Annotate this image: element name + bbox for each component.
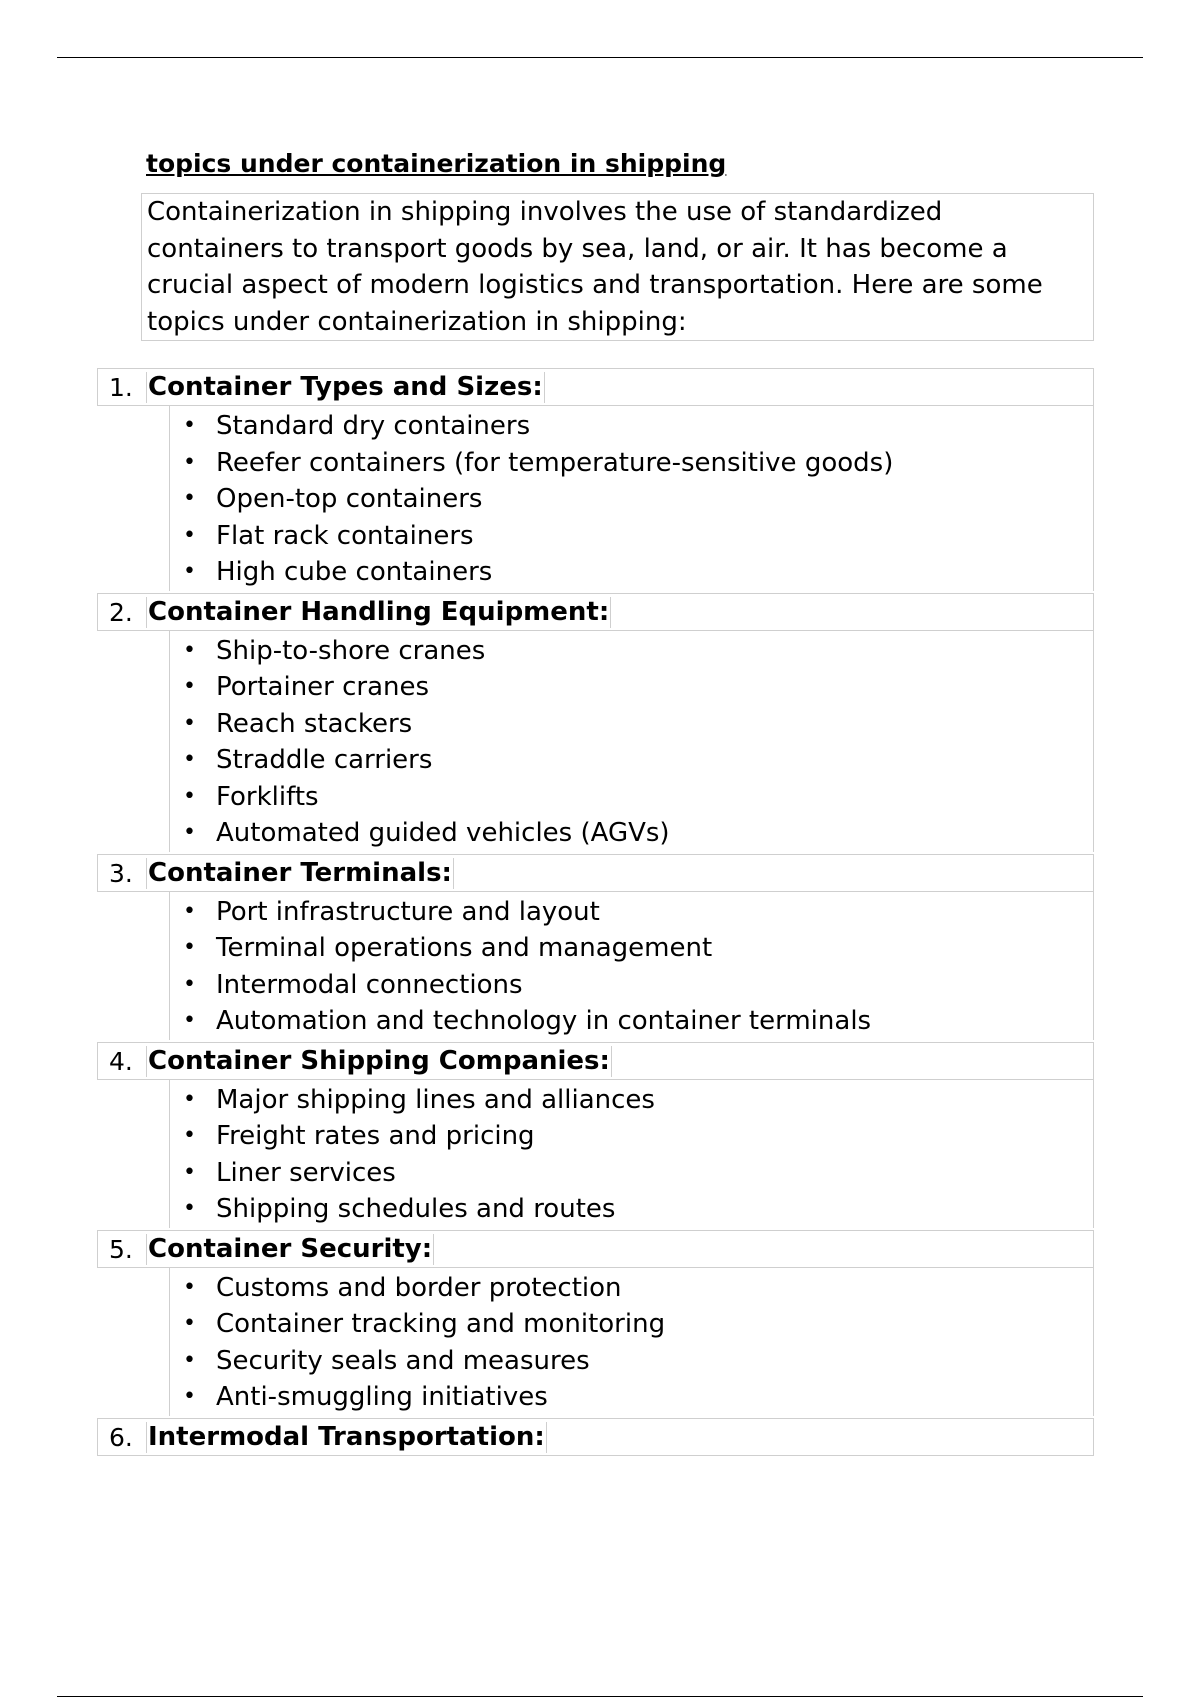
list-item-text: Shipping schedules and routes: [216, 1194, 616, 1224]
list-item: [170, 1003, 1093, 1040]
list-item-text: Ship-to-shore cranes: [216, 635, 486, 666]
list-item: [170, 967, 1093, 1004]
list-item-text: Portainer cranes: [216, 672, 430, 702]
list-item: [170, 481, 1093, 518]
section-number: 5.: [109, 1234, 133, 1264]
list-item-text: Major shipping lines and alliances: [216, 1084, 655, 1115]
section-heading: Container Handling Equipment:: [148, 596, 610, 627]
bullet-icon: •: [183, 1086, 196, 1112]
list-item-text: Reefer containers (for temperature-sensitive goods): [216, 447, 894, 478]
section-item-list: [169, 1268, 1094, 1416]
section-heading: Container Types and Sizes:: [148, 372, 543, 402]
bullet-icon: •: [183, 820, 196, 845]
section-number: 6.: [109, 1422, 133, 1452]
section-item-list: [169, 892, 1094, 1040]
bullet-icon: •: [183, 971, 196, 997]
section-heading: Container Shipping Companies:: [148, 1045, 610, 1076]
list-item: [170, 554, 1093, 591]
list-item-text: Open-top containers: [216, 484, 483, 514]
section-heading-row: [97, 593, 1094, 631]
list-item: [170, 1082, 1093, 1119]
list-item-text: Anti-smuggling initiatives: [216, 1382, 548, 1412]
list-item-text: Security seals and measures: [216, 1345, 590, 1376]
list-item-text: Terminal operations and management: [216, 933, 713, 963]
section-item-list: [169, 1080, 1094, 1228]
list-item: [170, 930, 1093, 967]
section-heading: Container Terminals:: [148, 857, 452, 888]
list-item-text: Liner services: [216, 1157, 396, 1188]
bullet-icon: •: [183, 449, 196, 475]
list-item-text: Standard dry containers: [216, 411, 531, 441]
section-number: 2.: [109, 597, 133, 627]
bullet-icon: •: [183, 637, 196, 663]
bullet-icon: •: [183, 1274, 196, 1300]
list-item-text: Flat rack containers: [216, 520, 474, 551]
bullet-icon: •: [183, 1384, 196, 1409]
list-item: [170, 779, 1093, 816]
list-item: [170, 518, 1093, 555]
list-item: [170, 894, 1093, 931]
section-item-list: [169, 631, 1094, 852]
section-heading-row: [97, 1230, 1094, 1268]
list-item-text: Container tracking and monitoring: [216, 1309, 666, 1339]
topic-list: [97, 368, 1094, 1456]
section-heading-row: [97, 1418, 1094, 1456]
bullet-icon: •: [183, 1123, 196, 1148]
bullet-icon: •: [183, 674, 196, 699]
list-item: [170, 1379, 1093, 1416]
bullet-icon: •: [183, 935, 196, 960]
bullet-icon: •: [183, 898, 196, 924]
bullet-icon: •: [183, 413, 196, 438]
bullet-icon: •: [183, 747, 196, 772]
bullet-icon: •: [183, 486, 196, 511]
list-item: [170, 1270, 1093, 1307]
section-heading-row: [97, 1042, 1094, 1080]
list-item: [170, 408, 1093, 445]
list-item-text: Freight rates and pricing: [216, 1121, 535, 1151]
section-heading: Intermodal Transportation:: [148, 1421, 545, 1452]
section-heading: Container Security:: [148, 1233, 433, 1264]
list-item: [170, 1191, 1093, 1228]
list-item-text: Customs and border protection: [216, 1272, 622, 1303]
page-bottom-rule: [57, 1696, 1143, 1697]
list-item-text: Straddle carriers: [216, 745, 433, 775]
list-item: [170, 445, 1093, 482]
list-item-text: High cube containers: [216, 557, 493, 587]
bullet-icon: •: [183, 559, 196, 584]
list-item: [170, 815, 1093, 852]
list-item-text: Reach stackers: [216, 708, 413, 739]
page-top-rule: [57, 57, 1143, 58]
intro-paragraph: Containerization in shipping involves the use of standardized containers to transport goods by sea, land, or air. It has become a crucial aspect of modern logistics and transportation. Here are some topics under containerization in shipping:: [141, 193, 1094, 341]
list-item-text: Automated guided vehicles (AGVs): [216, 818, 670, 848]
list-item-text: Automation and technology in container terminals: [216, 1006, 872, 1036]
bullet-icon: •: [183, 1196, 196, 1221]
bullet-icon: •: [183, 522, 196, 548]
list-item: [170, 742, 1093, 779]
list-item: [170, 1155, 1093, 1192]
section-number: 4.: [109, 1046, 133, 1076]
list-item: [170, 706, 1093, 743]
bullet-icon: •: [183, 1311, 196, 1336]
section-heading-row: [97, 368, 1094, 406]
bullet-icon: •: [183, 710, 196, 736]
list-item: [170, 1343, 1093, 1380]
bullet-icon: •: [183, 783, 196, 809]
bullet-icon: •: [183, 1008, 196, 1033]
list-item-text: Forklifts: [216, 781, 319, 812]
bullet-icon: •: [183, 1159, 196, 1185]
section-item-list: [169, 406, 1094, 591]
list-item: [170, 633, 1093, 670]
section-heading-row: [97, 854, 1094, 892]
list-item-text: Intermodal connections: [216, 969, 523, 1000]
bullet-icon: •: [183, 1347, 196, 1373]
section-number: 3.: [109, 858, 133, 888]
list-item: [170, 1118, 1093, 1155]
list-item: [170, 1306, 1093, 1343]
document-title: topics under containerization in shipping: [146, 149, 727, 178]
list-item-text: Port infrastructure and layout: [216, 896, 600, 927]
list-item: [170, 669, 1093, 706]
section-number: 1.: [109, 373, 133, 402]
